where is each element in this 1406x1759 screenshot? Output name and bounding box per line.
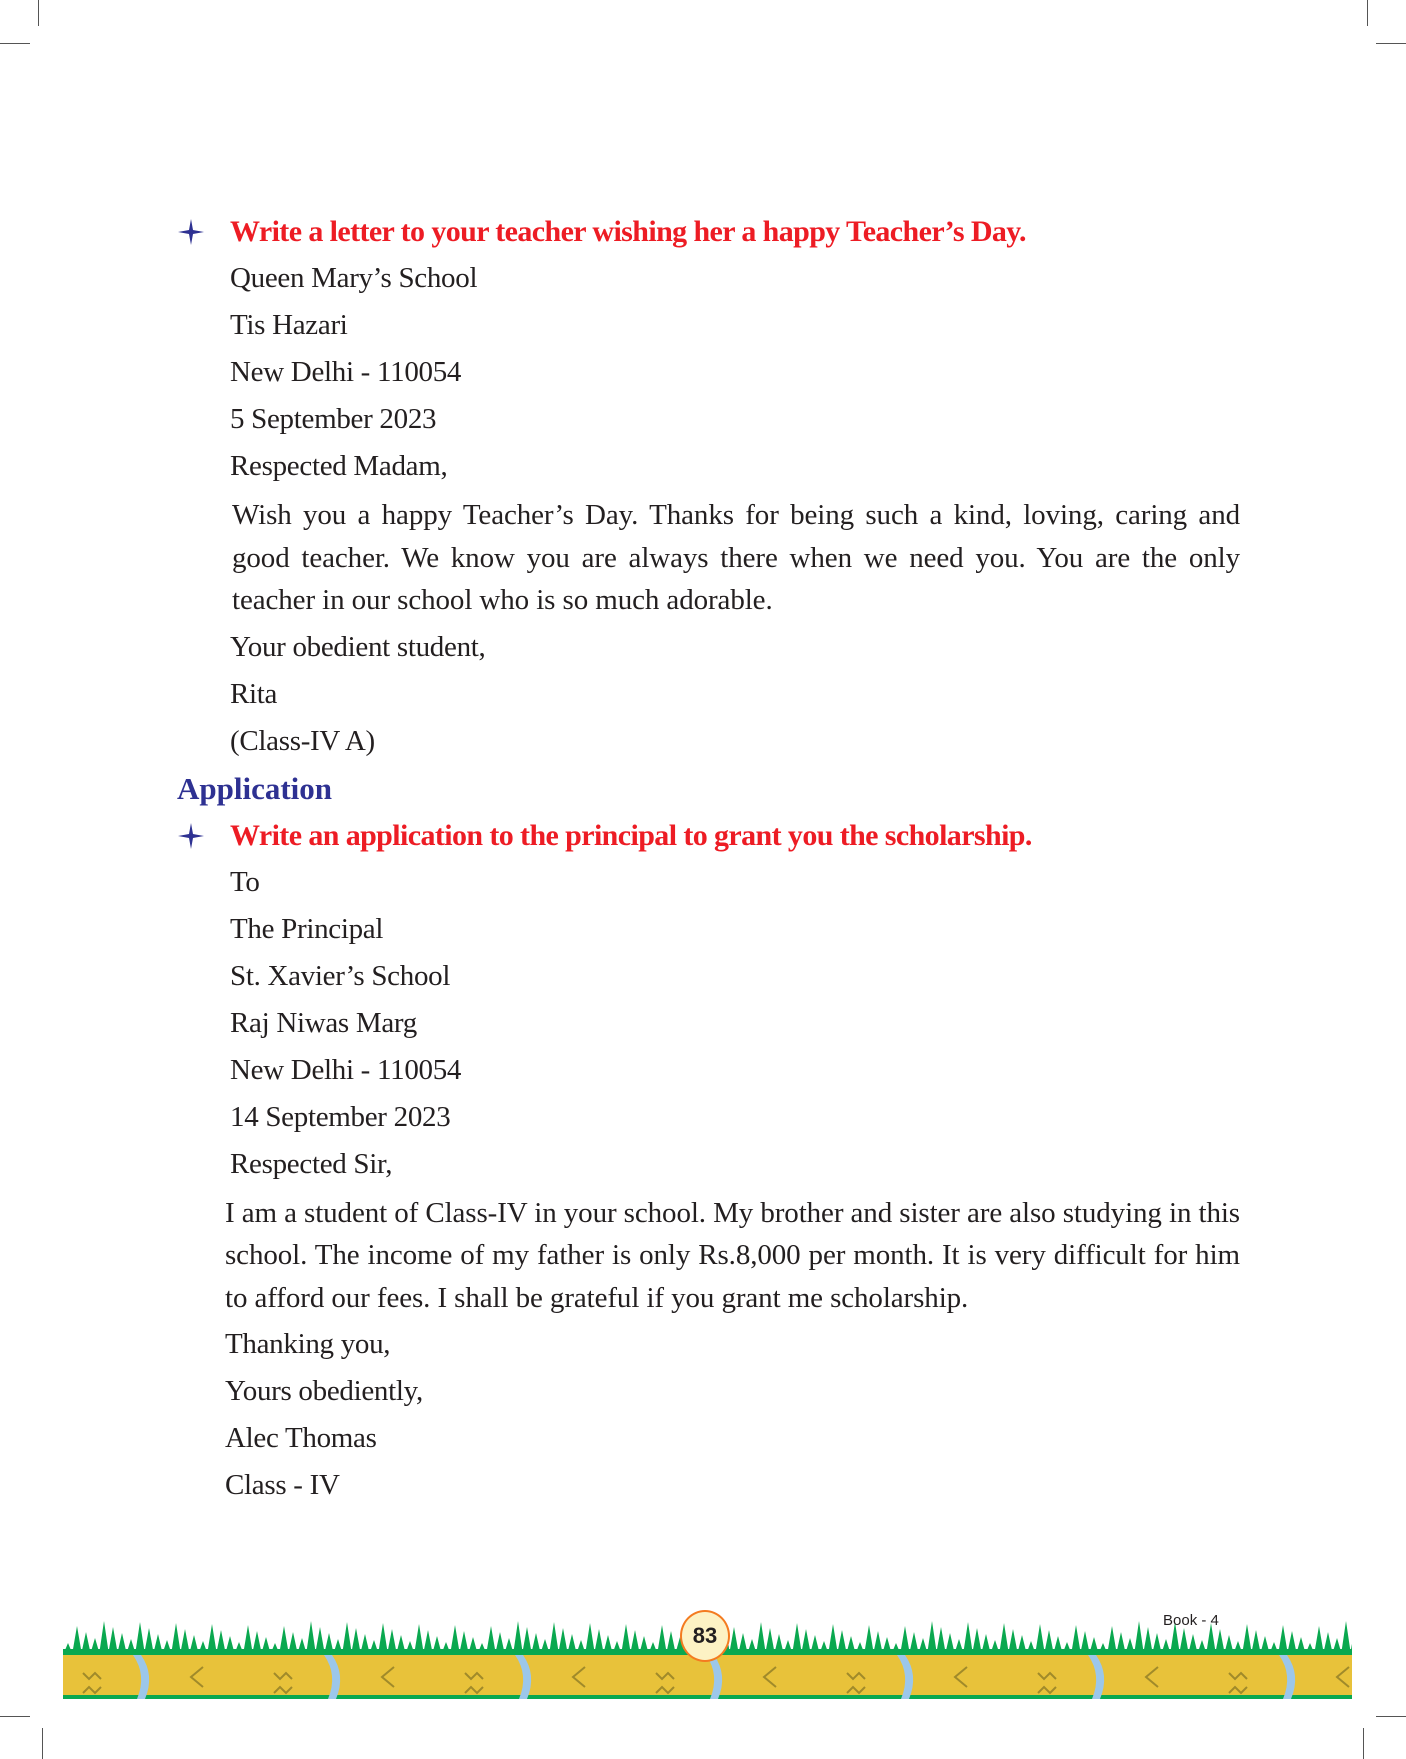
address-line: St. Xavier’s School [230,959,451,992]
address-line: The Principal [230,912,384,945]
crop-mark [1376,1716,1406,1717]
page-content [0,208,1406,1509]
date-line: 14 September 2023 [230,1100,451,1133]
letter-question [0,208,1406,255]
closing-line: Yours obediently, [225,1375,423,1407]
question-text: Write an application to the principal to grant you the scholarship. [230,818,1032,852]
address-line: Raj Niwas Marg [230,1006,417,1039]
crop-mark [38,0,39,26]
class-line: Class - IV [225,1469,340,1501]
application-question [0,812,1406,859]
address-line: New Delhi - 110054 [230,356,462,388]
crop-mark [1376,43,1406,44]
star-bullet-icon [178,823,204,849]
salutation: Respected Madam, [230,450,448,482]
salutation: Respected Sir, [230,1147,393,1180]
crop-mark [0,1716,30,1717]
question-text: Write a letter to your teacher wishing her a happy Teacher’s Day. [230,215,1026,248]
signature: Alec Thomas [225,1422,377,1454]
crop-mark [1363,1728,1364,1759]
crop-mark [1367,0,1368,26]
address-line: New Delhi - 110054 [230,1053,462,1086]
page-number: 83 [680,1610,730,1662]
star-bullet-icon [178,219,204,245]
signature: Rita [230,677,278,710]
crop-mark [42,1728,43,1759]
letter-body: Wish you a happy Teacher’s Day. Thanks for being such a kind, loving, caring and good teacher. We know you are always there when we need you. You are the only teacher in our school who is so much adorable. [232,499,1240,616]
closing-line: Your obedient student, [230,630,486,663]
application-body: I am a student of Class-IV in your school. My brother and sister are also studying in this school. The income of my father is only Rs.8,000 per month. It is very difficult for him to afford our fees. I shall be grateful if you grant me scholarship. [225,1196,1240,1314]
class-line: (Class-IV A) [230,724,375,757]
closing-line: Thanking you, [225,1328,391,1360]
crop-mark [0,43,30,44]
address-line: Queen Mary’s School [230,262,478,294]
book-label: Book - 4 [1163,1612,1219,1629]
section-heading: Application [177,770,333,806]
address-line: Tis Hazari [230,309,348,341]
date-line: 5 September 2023 [230,403,437,435]
address-line: To [230,865,260,898]
